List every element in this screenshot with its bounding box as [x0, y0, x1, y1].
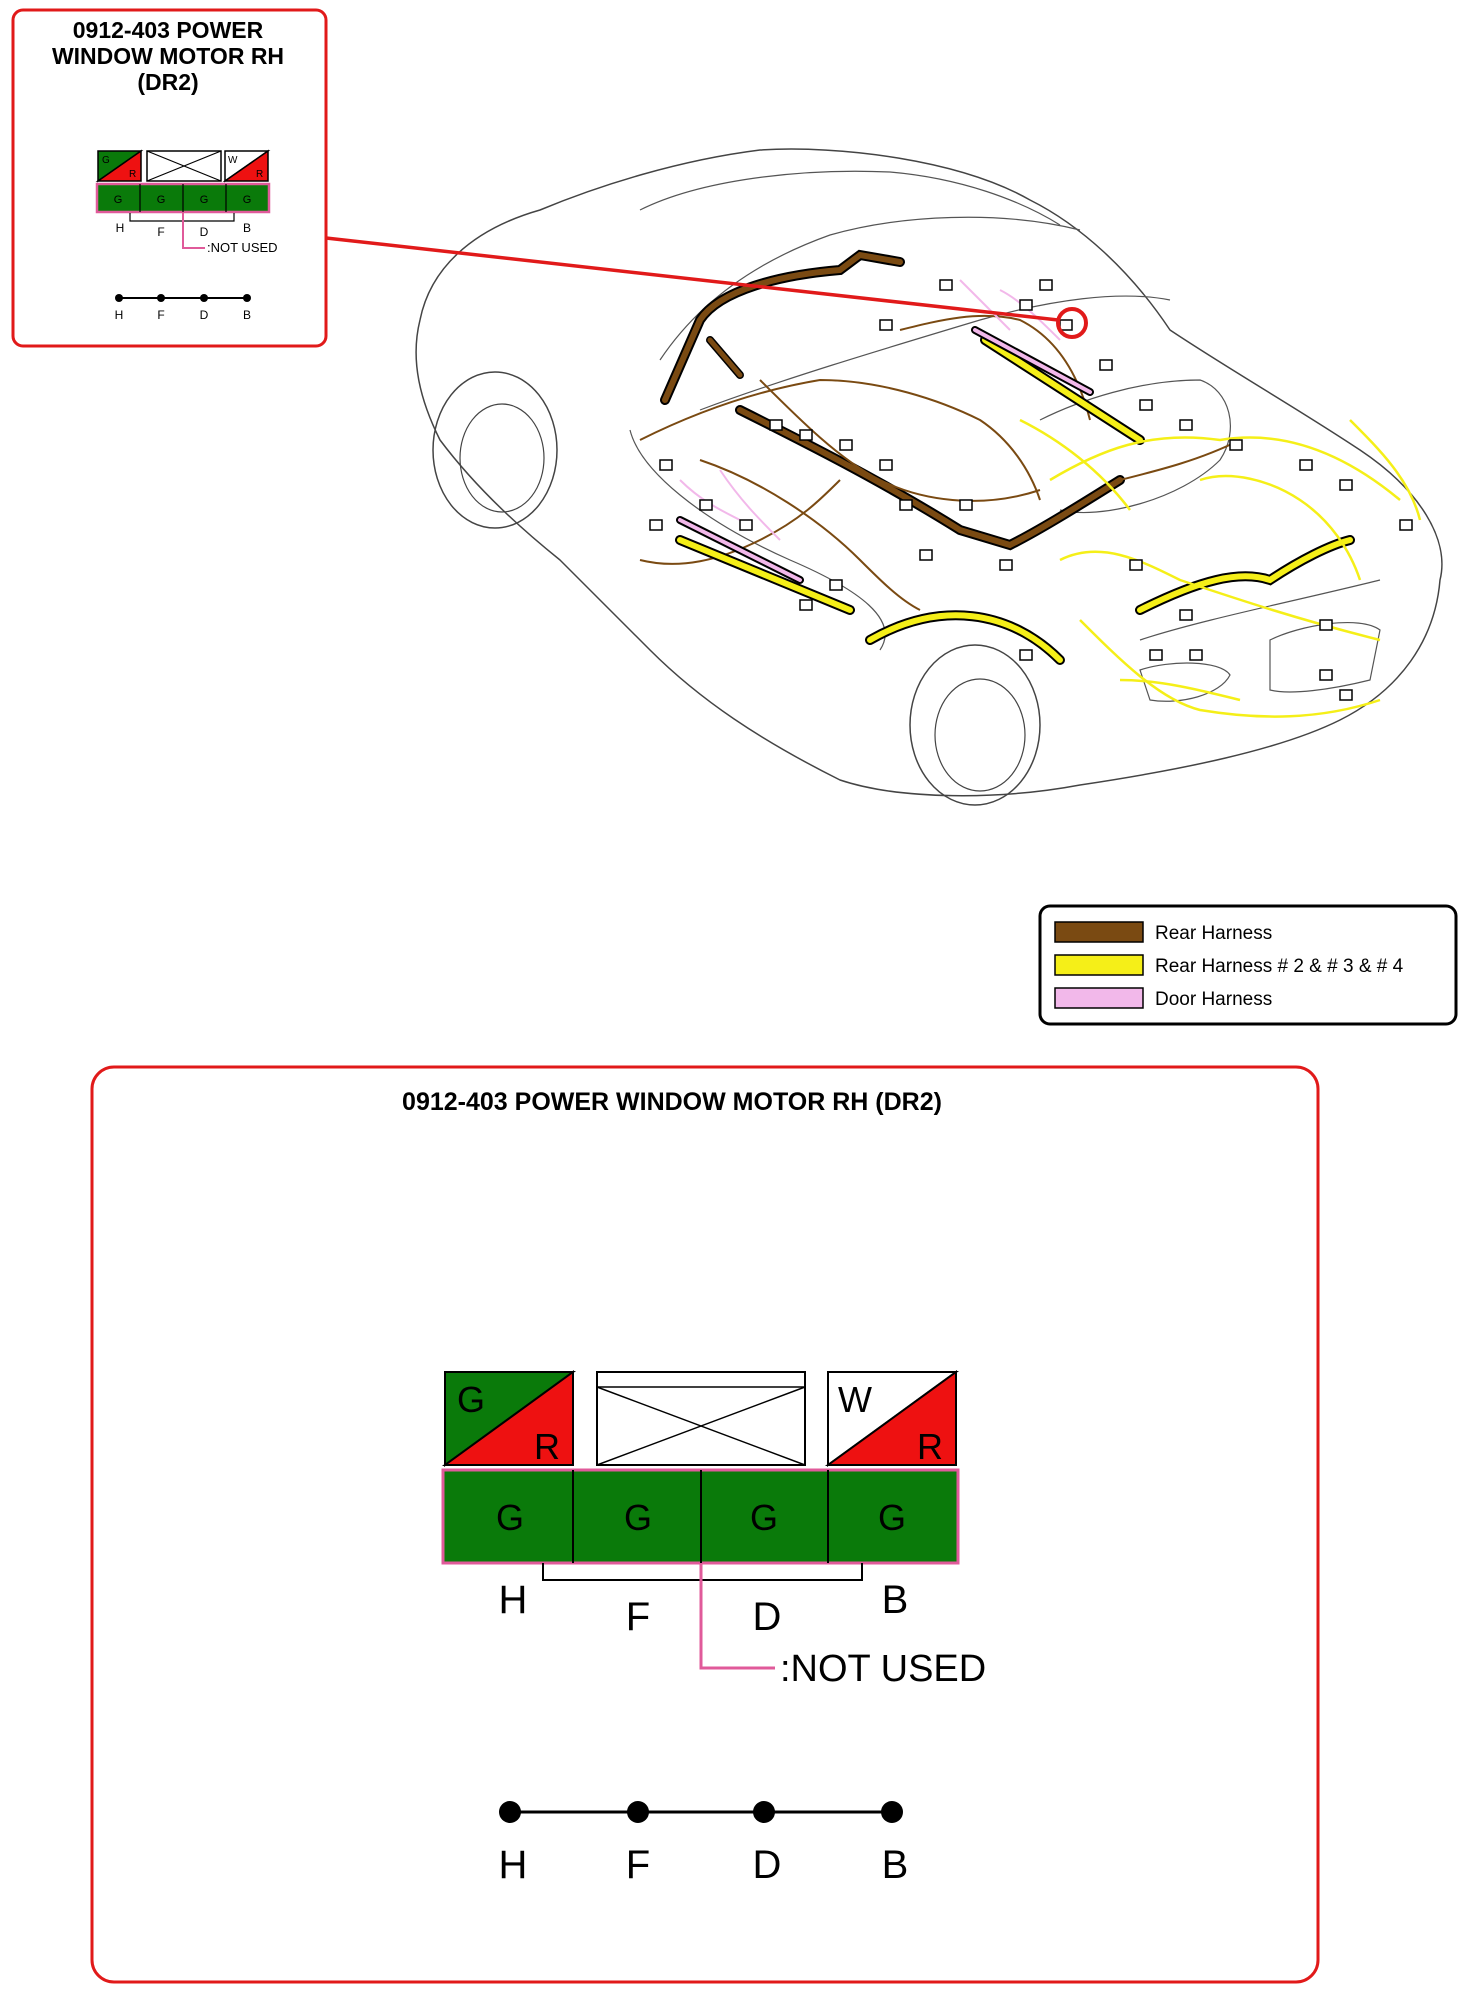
small-terminal-label-b: B — [242, 221, 252, 235]
small-panel-title-line2: WINDOW MOTOR RH — [51, 43, 285, 69]
large-empty-cavity — [597, 1372, 805, 1465]
schematic-node-f — [627, 1801, 649, 1823]
large-top-right-top-label: W — [838, 1379, 872, 1420]
large-pin-label-3: G — [749, 1497, 779, 1538]
legend-label-rear-harness: Rear Harness — [1155, 923, 1273, 944]
legend-swatch-door-harness — [1055, 988, 1143, 1008]
large-schematic-label-d: D — [752, 1843, 782, 1887]
small-terminal-label-d: D — [199, 225, 209, 239]
schematic-node-h — [499, 1801, 521, 1823]
small-pin-label-2: G — [156, 194, 166, 206]
large-top-left-bottom-label: R — [534, 1426, 560, 1467]
legend-label-rear-harness-2-3-4: Rear Harness # 2 & # 3 & # 4 — [1155, 956, 1404, 977]
large-schematic-label-h: H — [498, 1843, 528, 1887]
small-panel-title-line1: 0912-403 POWER — [72, 17, 264, 43]
small-pin-label-4: G — [242, 194, 252, 206]
large-terminal-label-f: F — [625, 1595, 651, 1639]
large-terminal-label-d: D — [752, 1595, 782, 1639]
large-connector-panel — [92, 1067, 1318, 1982]
large-top-left-top-label: G — [457, 1379, 486, 1420]
small-terminal-label-h: H — [115, 221, 125, 235]
small-schematic-label-b: B — [242, 308, 252, 322]
large-pin-label-1: G — [495, 1497, 525, 1538]
large-schematic-label-b: B — [881, 1843, 909, 1887]
small-schematic-label-h: H — [114, 308, 124, 322]
large-pin-label-2: G — [623, 1497, 653, 1538]
large-terminal-label-h: H — [498, 1578, 528, 1622]
car-body-outline — [416, 149, 1442, 796]
large-panel-title: 0912-403 POWER WINDOW MOTOR RH (DR2) — [402, 1088, 942, 1116]
small-top-right-bottom-label: R — [256, 169, 264, 180]
schematic-node-b — [881, 1801, 903, 1823]
small-not-used-label: :NOT USED — [207, 240, 278, 255]
vehicle-harness-illustration — [326, 149, 1442, 805]
large-terminal-label-b: B — [881, 1578, 909, 1622]
harness-legend — [1040, 906, 1456, 1024]
rear-harness-lines — [665, 255, 1120, 545]
small-terminal-label-f: F — [157, 225, 165, 239]
large-schematic-label-f: F — [625, 1843, 651, 1887]
legend-label-door-harness: Door Harness — [1155, 989, 1273, 1010]
large-pin-label-4: G — [877, 1497, 907, 1538]
legend-swatch-rear-harness — [1055, 922, 1143, 942]
small-connector-panel — [13, 10, 326, 346]
small-panel-title-line3: (DR2) — [137, 69, 199, 95]
large-not-used-label: :NOT USED — [780, 1648, 987, 1690]
large-top-right-bottom-label: R — [917, 1426, 943, 1467]
small-pin-label-3: G — [199, 194, 209, 206]
small-schematic-label-d: D — [199, 308, 209, 322]
small-top-left-bottom-label: R — [129, 169, 137, 180]
schematic-node-d — [753, 1801, 775, 1823]
small-schematic-label-f: F — [157, 308, 165, 322]
legend-swatch-rear-harness-2-3-4 — [1055, 955, 1143, 975]
small-pin-label-1: G — [113, 194, 123, 206]
small-top-right-top-label: W — [228, 155, 238, 166]
small-top-left-top-label: G — [102, 155, 110, 166]
